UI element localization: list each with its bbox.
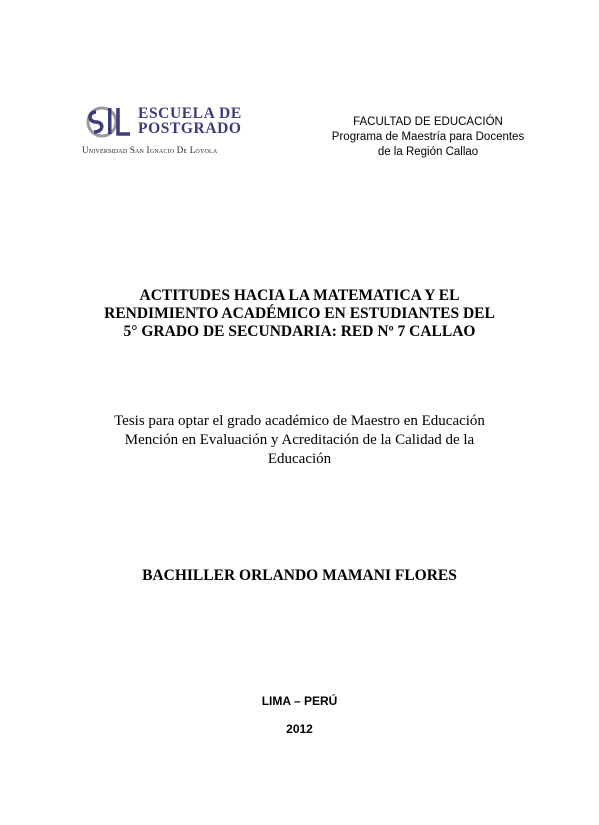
degree-line-3: Educación <box>267 451 332 467</box>
logo-university-name: Universidad San Ignacio De Loyola <box>82 145 218 155</box>
program-region: de la Región Callao <box>377 146 479 158</box>
program-name: Programa de Maestría para Docentes <box>331 131 525 143</box>
thesis-title <box>60 287 539 341</box>
title-line-1: ACTITUDES HACIA LA MATEMATICA Y EL <box>139 287 460 304</box>
place: LIMA – PERÚ <box>261 694 338 708</box>
university-logo <box>82 102 282 158</box>
degree-statement <box>50 412 549 469</box>
faculty-header <box>313 115 543 160</box>
title-line-2: RENDIMIENTO ACADÉMICO EN ESTUDIANTES DEL <box>104 305 495 322</box>
title-line-3: 5° GRADO DE SECUNDARIA: RED Nº 7 CALLAO <box>123 323 476 340</box>
year: 2012 <box>286 722 313 736</box>
logo-school-line1: ESCUELA DE <box>138 105 242 122</box>
logo-school-line2: POSTGRADO <box>138 120 242 137</box>
logo-emblem-icon <box>82 102 134 142</box>
faculty-name: FACULTAD DE EDUCACIÓN <box>353 116 503 128</box>
degree-line-1: Tesis para optar el grado académico de Maestro en Educación <box>114 413 485 429</box>
author-name: BACHILLER ORLANDO MAMANI FLORES <box>142 567 457 584</box>
degree-line-2: Mención en Evaluación y Acreditación de la Calidad de la <box>124 432 475 448</box>
